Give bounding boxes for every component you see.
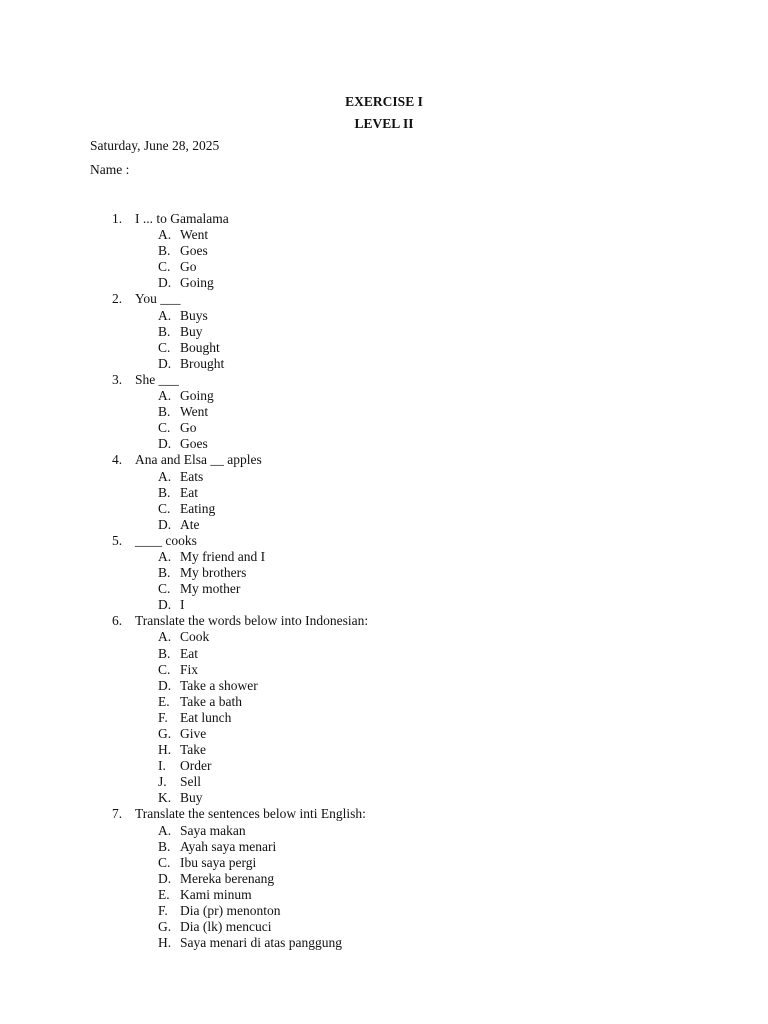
option-item bbox=[0, 469, 768, 485]
option-item bbox=[0, 742, 768, 758]
option-text: Buys bbox=[180, 307, 208, 323]
option-text: Goes bbox=[180, 436, 208, 452]
question-item bbox=[0, 452, 768, 468]
option-item bbox=[0, 420, 768, 436]
option-letter: F. bbox=[158, 903, 168, 919]
option-text: Sell bbox=[180, 774, 202, 790]
question-item bbox=[0, 291, 768, 307]
option-letter: H. bbox=[158, 742, 172, 758]
option-text: Bought bbox=[180, 339, 220, 355]
option-item bbox=[0, 758, 768, 774]
option-text: Take a bath bbox=[180, 693, 243, 709]
option-text: Ate bbox=[180, 516, 200, 532]
option-item bbox=[0, 340, 768, 356]
option-text: Fix bbox=[180, 661, 199, 677]
option-item bbox=[0, 839, 768, 855]
question-text: I ... to Gamalama bbox=[135, 211, 229, 226]
option-text: Ayah saya menari bbox=[180, 838, 277, 854]
option-text: Eat lunch bbox=[180, 709, 232, 725]
option-item bbox=[0, 790, 768, 806]
option-text: Eating bbox=[180, 500, 216, 516]
option-letter: C. bbox=[158, 661, 171, 677]
option-text: Give bbox=[180, 726, 207, 741]
option-letter: A. bbox=[158, 388, 172, 404]
question-number: 6. bbox=[112, 613, 123, 629]
option-letter: A. bbox=[158, 548, 172, 564]
option-text: My mother bbox=[180, 581, 241, 597]
option-letter: D. bbox=[158, 516, 172, 532]
option-letter: B. bbox=[158, 243, 171, 259]
option-text: Eat bbox=[180, 484, 198, 500]
option-item bbox=[0, 919, 768, 935]
option-letter: G. bbox=[158, 726, 172, 741]
question-text: She ___ bbox=[135, 371, 179, 387]
option-letter: C. bbox=[158, 339, 171, 355]
option-letter: H. bbox=[158, 935, 172, 951]
question-item bbox=[0, 372, 768, 388]
option-text: Cook bbox=[180, 629, 210, 645]
option-item bbox=[0, 935, 768, 951]
name-label: Name : bbox=[90, 162, 130, 177]
question-number: 7. bbox=[112, 806, 123, 822]
question-number: 1. bbox=[112, 211, 123, 226]
option-letter: D. bbox=[158, 597, 172, 613]
option-text: Dia (pr) menonton bbox=[180, 903, 281, 919]
option-item bbox=[0, 275, 768, 291]
option-letter: K. bbox=[158, 790, 172, 806]
option-letter: D. bbox=[158, 436, 172, 452]
option-letter: C. bbox=[158, 500, 171, 516]
option-item bbox=[0, 597, 768, 613]
option-text: Goes bbox=[180, 243, 208, 259]
option-text: Brought bbox=[180, 355, 225, 371]
option-item bbox=[0, 324, 768, 340]
option-item bbox=[0, 903, 768, 919]
question-text: ____ cooks bbox=[135, 532, 197, 548]
option-letter: A. bbox=[158, 822, 172, 838]
option-letter: C. bbox=[158, 420, 171, 436]
option-letter: D. bbox=[158, 870, 172, 886]
question-number: 3. bbox=[112, 371, 123, 387]
option-letter: J. bbox=[158, 774, 167, 790]
option-item bbox=[0, 855, 768, 871]
option-text: Mereka berenang bbox=[180, 870, 275, 886]
option-item bbox=[0, 356, 768, 372]
option-text: Eat bbox=[180, 645, 198, 661]
question-number: 4. bbox=[112, 452, 123, 468]
question-text: You ___ bbox=[135, 291, 181, 307]
option-item bbox=[0, 243, 768, 259]
option-letter: E. bbox=[158, 693, 170, 709]
option-item bbox=[0, 823, 768, 839]
option-letter: A. bbox=[158, 307, 172, 323]
option-item bbox=[0, 774, 768, 790]
option-text: Go bbox=[180, 420, 197, 436]
option-letter: B. bbox=[158, 838, 171, 854]
option-letter: A. bbox=[158, 468, 172, 484]
option-letter: B. bbox=[158, 645, 171, 661]
option-item bbox=[0, 581, 768, 597]
date-line: Saturday, June 28, 2025 bbox=[90, 138, 220, 153]
option-text: Went bbox=[180, 227, 209, 243]
option-text: Take a shower bbox=[180, 677, 258, 693]
option-letter: B. bbox=[158, 404, 171, 420]
option-letter: B. bbox=[158, 323, 171, 339]
option-item bbox=[0, 662, 768, 678]
option-item bbox=[0, 404, 768, 420]
option-letter: F. bbox=[158, 709, 168, 725]
option-text: I bbox=[180, 597, 185, 613]
option-letter: B. bbox=[158, 565, 171, 581]
option-item bbox=[0, 710, 768, 726]
question-number: 2. bbox=[112, 291, 123, 307]
option-item bbox=[0, 629, 768, 645]
option-item bbox=[0, 871, 768, 887]
option-item bbox=[0, 259, 768, 275]
option-item bbox=[0, 308, 768, 324]
option-text: Order bbox=[180, 758, 212, 774]
option-text: Going bbox=[180, 275, 214, 291]
option-letter: E. bbox=[158, 886, 170, 902]
question-item bbox=[0, 211, 768, 227]
option-item bbox=[0, 694, 768, 710]
option-text: Buy bbox=[180, 790, 203, 806]
option-text: My brothers bbox=[180, 565, 247, 581]
option-letter: C. bbox=[158, 259, 171, 275]
level-title: LEVEL II bbox=[354, 116, 414, 131]
option-item bbox=[0, 646, 768, 662]
option-text: Take bbox=[180, 742, 207, 758]
question-text: Translate the words below into Indonesian: bbox=[135, 613, 369, 629]
option-letter: A. bbox=[158, 227, 172, 243]
option-text: Saya makan bbox=[180, 822, 246, 838]
option-item bbox=[0, 549, 768, 565]
option-text: Eats bbox=[180, 468, 204, 484]
option-item bbox=[0, 565, 768, 581]
option-item bbox=[0, 388, 768, 404]
option-item bbox=[0, 678, 768, 694]
option-letter: D. bbox=[158, 677, 172, 693]
option-letter: C. bbox=[158, 581, 171, 597]
option-text: My friend and I bbox=[180, 548, 266, 564]
option-item bbox=[0, 436, 768, 452]
option-letter: G. bbox=[158, 919, 172, 935]
option-text: Go bbox=[180, 259, 197, 275]
option-letter: B. bbox=[158, 484, 171, 500]
question-item bbox=[0, 613, 768, 629]
option-text: Kami minum bbox=[180, 886, 252, 902]
question-item bbox=[0, 806, 768, 822]
option-letter: C. bbox=[158, 854, 171, 870]
option-letter: I. bbox=[158, 758, 166, 774]
option-letter: D. bbox=[158, 355, 172, 371]
option-item bbox=[0, 501, 768, 517]
option-text: Ibu saya pergi bbox=[180, 854, 257, 870]
exercise-title: EXERCISE I bbox=[345, 94, 423, 109]
option-letter: D. bbox=[158, 275, 172, 291]
option-item bbox=[0, 227, 768, 243]
option-text: Going bbox=[180, 388, 214, 404]
option-item bbox=[0, 726, 768, 742]
option-text: Buy bbox=[180, 323, 203, 339]
option-text: Saya menari di atas panggung bbox=[180, 935, 342, 951]
question-number: 5. bbox=[112, 532, 123, 548]
question-list bbox=[0, 211, 768, 951]
option-item bbox=[0, 887, 768, 903]
option-item bbox=[0, 485, 768, 501]
question-item bbox=[0, 533, 768, 549]
question-text: Translate the sentences below inti English: bbox=[135, 806, 366, 822]
option-text: Went bbox=[180, 404, 209, 420]
option-text: Dia (lk) mencuci bbox=[180, 919, 272, 935]
question-text: Ana and Elsa __ apples bbox=[135, 452, 262, 468]
option-letter: A. bbox=[158, 629, 172, 645]
option-item bbox=[0, 517, 768, 533]
